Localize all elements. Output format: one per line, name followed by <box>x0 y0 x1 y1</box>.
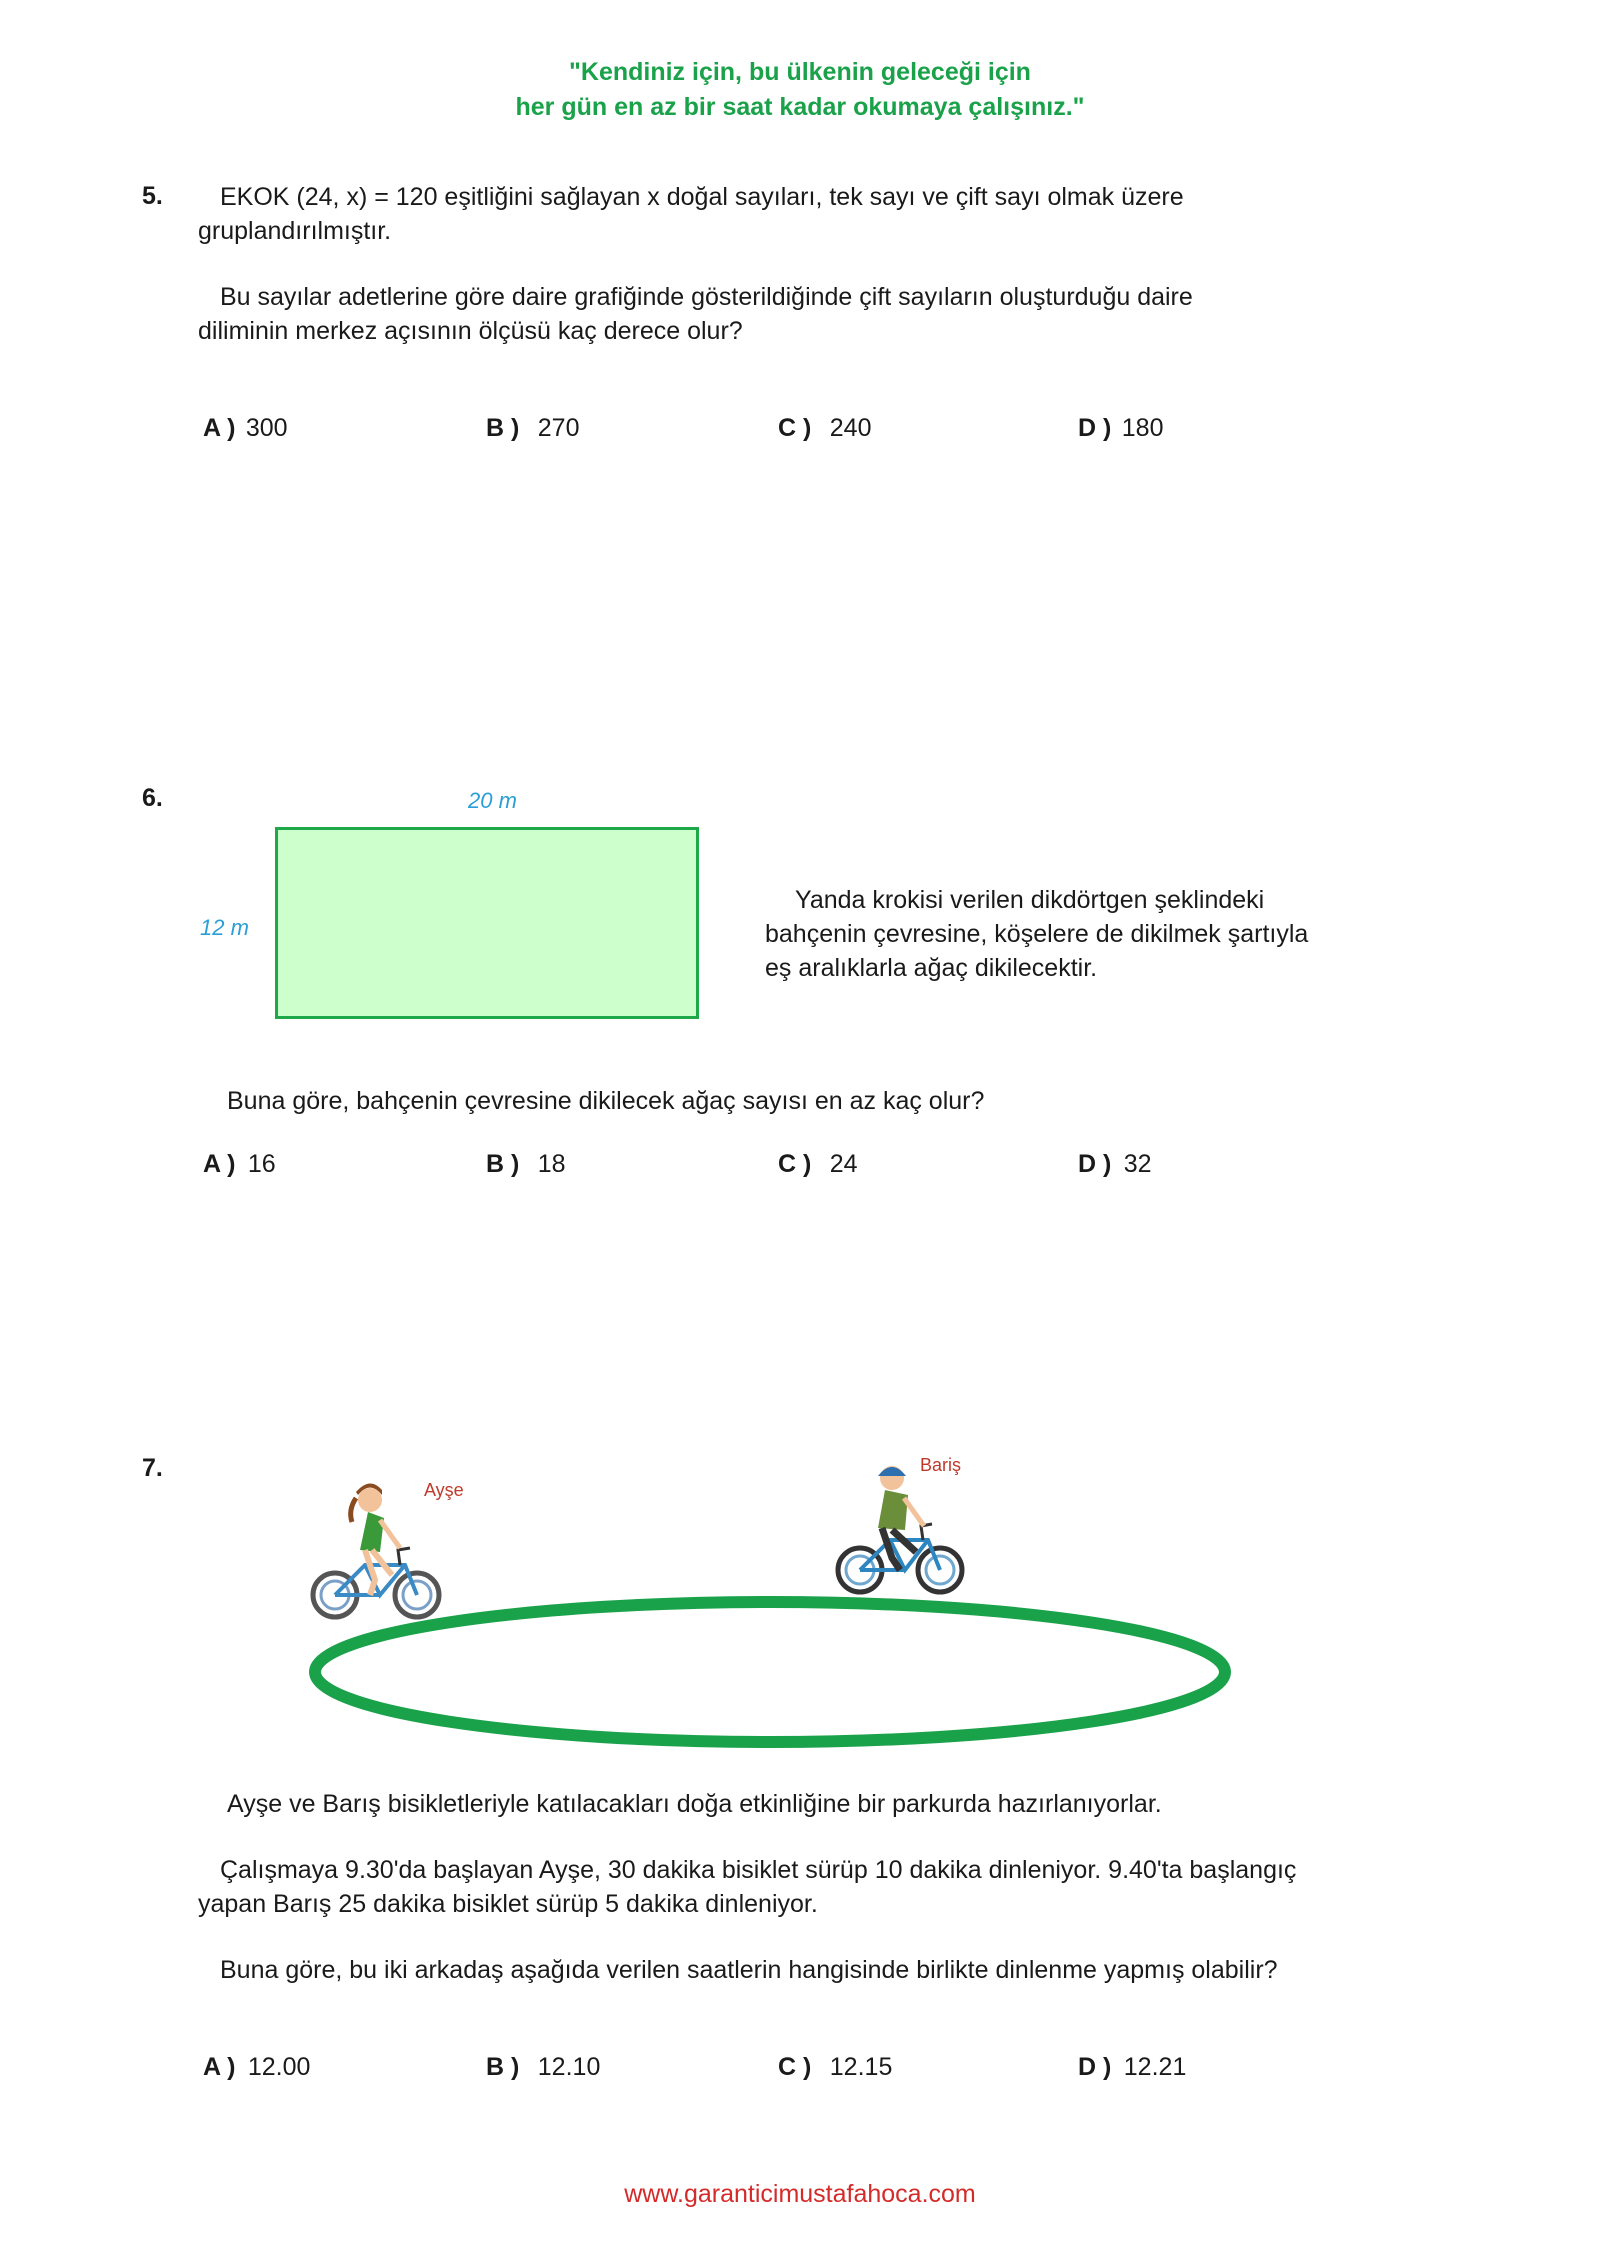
question-7-line2: Çalışmaya 9.30'da başlayan Ayşe, 30 dakika bisiklet sürüp 10 dakika dinleniyor. 9.40'ta başlangıç <box>220 1856 1297 1884</box>
question-6-option-d[interactable] <box>1078 1150 1152 1179</box>
question-6-option-c[interactable] <box>778 1150 858 1179</box>
question-7-line1: Ayşe ve Barış bisikletleriyle katılacakları doğa etkinliğine bir parkurda hazırlanıyorlar. <box>227 1790 1162 1818</box>
option-value: 16 <box>247 1150 276 1178</box>
option-value: 180 <box>1121 414 1164 442</box>
question-5-text-line3: Bu sayılar adetlerine göre daire grafiğinde gösterildiğinde çift sayıların oluşturduğu daire <box>220 283 1193 311</box>
baris-bicycle-icon <box>838 1466 962 1592</box>
option-value: 12.00 <box>247 2053 311 2081</box>
option-value: 32 <box>1123 1150 1152 1178</box>
question-6-side-line1: Yanda krokisi verilen dikdörtgen şeklindeki <box>795 886 1265 914</box>
option-letter: C ) <box>778 2053 812 2081</box>
question-5-option-c[interactable] <box>778 414 872 443</box>
option-letter: C ) <box>778 1150 812 1178</box>
question-5-option-a[interactable] <box>203 414 288 443</box>
question-6-question: Buna göre, bahçenin çevresine dikilecek ağaç sayısı en az kaç olur? <box>227 1087 985 1115</box>
option-value: 240 <box>829 414 872 442</box>
option-letter: B ) <box>486 2053 520 2081</box>
question-7-option-a[interactable] <box>203 2053 310 2082</box>
option-value: 12.15 <box>829 2053 893 2081</box>
option-letter: B ) <box>486 1150 520 1178</box>
question-6-number: 6. <box>142 784 163 812</box>
option-letter: C ) <box>778 414 812 442</box>
track-ellipse <box>315 1602 1225 1742</box>
ayse-bicycle-icon <box>313 1483 439 1617</box>
rider-label-baris: Bariş <box>920 1455 962 1475</box>
question-6-option-b[interactable] <box>486 1150 566 1179</box>
option-letter: B ) <box>486 414 520 442</box>
garden-width-label: 20 m <box>468 788 517 813</box>
option-letter: D ) <box>1078 414 1112 442</box>
question-6-option-a[interactable] <box>203 1150 276 1179</box>
option-letter: A ) <box>203 1150 236 1178</box>
footer-url[interactable]: www.garanticimustafahoca.com <box>624 2180 976 2208</box>
question-5-text-line2: gruplandırılmıştır. <box>198 217 392 245</box>
question-7-option-d[interactable] <box>1078 2053 1186 2082</box>
option-value: 12.21 <box>1123 2053 1187 2081</box>
option-letter: A ) <box>203 2053 236 2081</box>
question-7-line3: yapan Barış 25 dakika bisiklet sürüp 5 dakika dinleniyor. <box>198 1890 818 1918</box>
option-letter: A ) <box>203 414 236 442</box>
question-7-option-c[interactable] <box>778 2053 892 2082</box>
option-value: 300 <box>245 414 288 442</box>
question-5-text-line4: diliminin merkez açısının ölçüsü kaç derece olur? <box>198 317 743 345</box>
question-5-option-d[interactable] <box>1078 414 1164 443</box>
option-value: 24 <box>829 1150 858 1178</box>
rider-label-ayse: Ayşe <box>424 1480 464 1500</box>
option-value: 18 <box>537 1150 566 1178</box>
header-quote-line2: her gün en az bir saat kadar okumaya çalışınız." <box>515 93 1085 121</box>
question-5-text-line1: EKOK (24, x) = 120 eşitliğini sağlayan x doğal sayıları, tek sayı ve çift sayı olmak üzere <box>220 183 1184 211</box>
option-letter: D ) <box>1078 2053 1112 2081</box>
garden-rectangle <box>275 827 699 1019</box>
option-letter: D ) <box>1078 1150 1112 1178</box>
question-7-option-b[interactable] <box>486 2053 600 2082</box>
option-value: 12.10 <box>537 2053 601 2081</box>
header-quote-line1: "Kendiniz için, bu ülkenin geleceği için <box>569 58 1031 86</box>
question-5-option-b[interactable] <box>486 414 580 443</box>
question-6-side-line2: bahçenin çevresine, köşelere de dikilmek şartıyla <box>765 920 1309 948</box>
option-value: 270 <box>537 414 580 442</box>
question-6-side-line3: eş aralıklarla ağaç dikilecektir. <box>765 954 1098 982</box>
question-7-number: 7. <box>142 1454 163 1482</box>
question-7-line4: Buna göre, bu iki arkadaş aşağıda verilen saatlerin hangisinde birlikte dinlenme yapmış olabilir? <box>220 1956 1278 1984</box>
question-5-number: 5. <box>142 182 163 210</box>
garden-height-label: 12 m <box>200 915 249 940</box>
